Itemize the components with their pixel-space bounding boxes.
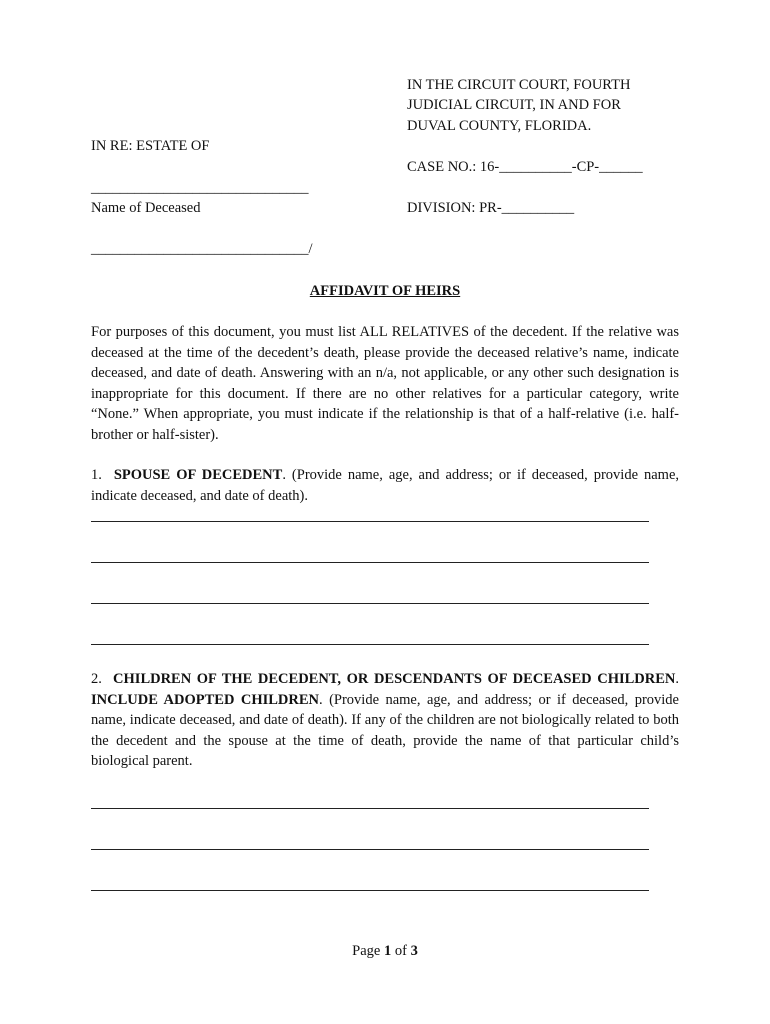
children-answer-line-2[interactable]: [91, 849, 649, 850]
page-prefix: Page: [352, 943, 384, 959]
section-children-paragraph: [91, 669, 679, 772]
spouse-answer-line-4[interactable]: [91, 644, 649, 645]
section-2-text: . (Provide name, age, and address; or if deceased, provide name, indicate deceased, and date of death). If any of the children are not biologically related to both the decedent and the spouse at the time of death, provide the name of that particular child’s biological parent.: [91, 691, 679, 769]
spouse-answer-line-1[interactable]: [91, 521, 649, 522]
caption-closing-blank: ______________________________/: [91, 241, 313, 257]
court-heading-line-1: IN THE CIRCUIT COURT, FOURTH: [407, 77, 631, 93]
division-field: DIVISION: PR-__________: [407, 200, 575, 216]
section-1-text: . (Provide name, age, and address; or if deceased, provide name, indicate deceased, and date of death).: [91, 467, 679, 504]
page-total: 3: [410, 943, 418, 959]
name-of-deceased-label: Name of Deceased: [91, 200, 201, 216]
children-answer-line-3[interactable]: [91, 890, 649, 891]
deceased-name-blank: ______________________________: [91, 180, 309, 196]
section-2-heading: CHILDREN OF THE DECEDENT, OR DESCENDANTS OF DECEASED CHILDREN: [113, 671, 676, 687]
section-1-number: 1.: [91, 467, 102, 483]
page-mid: of: [391, 943, 411, 959]
page-current: 1: [383, 943, 392, 959]
instructions-paragraph: For purposes of this document, you must list ALL RELATIVES of the decedent. If the relative was deceased at the time of the decedent’s death, please provide the deceased relative’s name, indicate deceased, and date of death. Answering with an n/a, not applicable, or any other such designation is inappropriate for this document. If there are no other relatives for a particular category, write “None.” When appropriate, you must indicate if the relationship is that of a half-relative (i.e. half-brother or half-sister).: [91, 324, 679, 443]
section-spouse-paragraph: [91, 465, 679, 506]
section-2-separator: .: [675, 671, 679, 687]
page-number: [0, 941, 770, 961]
document-title: AFFIDAVIT OF HEIRS: [309, 283, 461, 299]
section-1-heading: SPOUSE OF DECEDENT: [113, 467, 283, 483]
case-number-field: CASE NO.: 16-__________-CP-______: [407, 159, 643, 175]
section-2-subheading: INCLUDE ADOPTED CHILDREN: [91, 691, 320, 708]
spouse-answer-line-3[interactable]: [91, 603, 649, 604]
court-heading-line-2: JUDICIAL CIRCUIT, IN AND FOR: [407, 97, 621, 113]
in-re-estate-label: IN RE: ESTATE OF: [91, 138, 210, 154]
spouse-answer-line-2[interactable]: [91, 562, 649, 563]
section-2-number: 2.: [91, 671, 102, 687]
court-heading-line-3: DUVAL COUNTY, FLORIDA.: [407, 118, 592, 134]
children-answer-line-1[interactable]: [91, 808, 649, 809]
